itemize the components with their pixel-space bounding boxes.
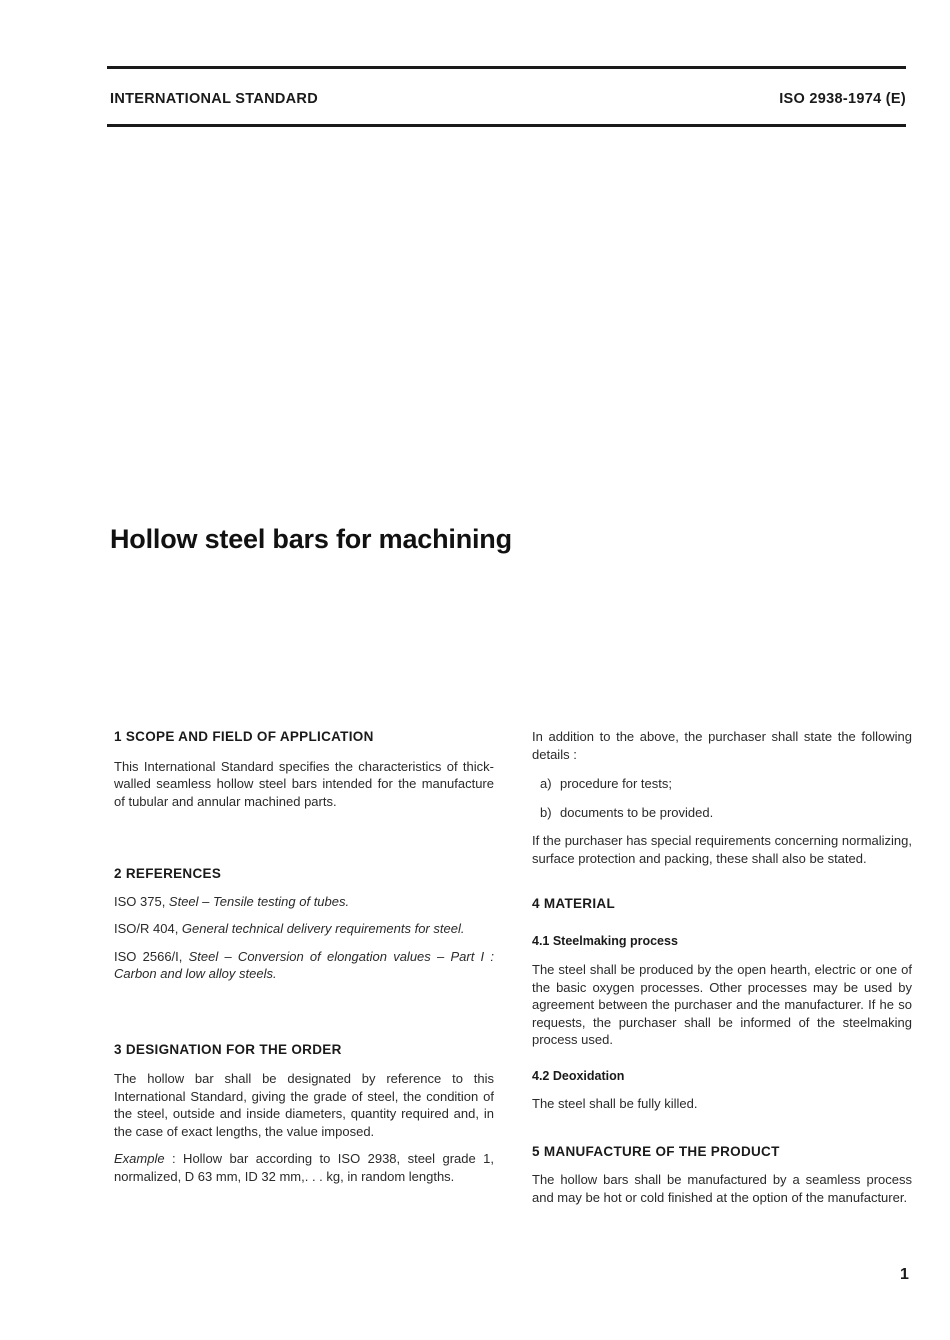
- reference-title: Steel – Conversion of elongation values – Part I : Carbon and low alloy steels.: [114, 948, 494, 981]
- section-1-heading: 1 SCOPE AND FIELD OF APPLICATION: [114, 729, 374, 744]
- order-details-intro: In addition to the above, the purchaser shall state the following details :: [532, 729, 912, 762]
- reference-code: ISO/R 404,: [114, 921, 182, 936]
- header-bottom-rule: [107, 124, 906, 127]
- document-type-label: INTERNATIONAL STANDARD: [110, 91, 318, 107]
- section-3-example: [114, 1150, 494, 1185]
- reference-title: General technical delivery requirements for steel.: [181, 921, 465, 936]
- list-item: [532, 775, 912, 793]
- reference-item: [114, 920, 494, 938]
- section-2-heading: 2 REFERENCES: [114, 866, 222, 881]
- special-requirements-paragraph: If the purchaser has special requirements concerning normalizing, surface protection and packing, these shall also be stated.: [532, 833, 912, 866]
- list-item-label: b): [540, 804, 552, 820]
- list-item: [532, 804, 912, 822]
- section-1-body: This International Standard specifies the characteristics of thick-walled seamless hollow steel bars intended for the manufacture of tubular and annular machined parts.: [114, 758, 494, 809]
- section-4-1-body: The steel shall be produced by the open hearth, electric or one of the basic oxygen processes. Other processes may be used by agreement between the purchaser and the manufacturer. If he so requests, the purchaser shall be informed of the steelmaking process used.: [532, 962, 912, 1047]
- list-item-text: documents to be provided.: [560, 804, 714, 820]
- right-column: [532, 728, 912, 1206]
- document-title: Hollow steel bars for machining: [110, 524, 512, 554]
- section-4-2-body: The steel shall be fully killed.: [532, 1096, 698, 1111]
- section-5-heading: 5 MANUFACTURE OF THE PRODUCT: [532, 1143, 780, 1159]
- reference-code: ISO 375,: [114, 893, 169, 909]
- reference-code: ISO 2566/I,: [114, 948, 189, 964]
- standard-number: ISO 2938-1974 (E): [779, 91, 906, 107]
- section-4-1-heading: 4.1 Steelmaking process: [532, 933, 678, 948]
- list-item-text: procedure for tests;: [560, 776, 672, 791]
- section-5-body: The hollow bars shall be manufactured by a seamless process and may be hot or cold finished at the option of the manufacturer.: [532, 1172, 912, 1205]
- page-number: 1: [900, 1266, 909, 1283]
- list-item-label: a): [540, 776, 552, 791]
- example-label: Example: [114, 1151, 165, 1166]
- example-text: : Hollow bar according to ISO 2938, steel grade 1, normalized, D 63 mm, ID 32 mm,. . . kg, in random lengths.: [114, 1151, 494, 1184]
- section-3-body: The hollow bar shall be designated by reference to this International Standard, giving the grade of steel, the condition of the steel, outside and inside diameters, quantity required and, in the case of exact lengths, the value imposed.: [114, 1071, 494, 1139]
- left-column: [114, 728, 494, 1185]
- section-3-heading: 3 DESIGNATION FOR THE ORDER: [114, 1041, 342, 1057]
- section-4-2-heading: 4.2 Deoxidation: [532, 1068, 625, 1083]
- header-top-rule: [107, 66, 906, 69]
- reference-item: [114, 948, 494, 983]
- reference-title: Steel – Tensile testing of tubes.: [168, 893, 350, 909]
- reference-item: [114, 893, 494, 911]
- section-4-heading: 4 MATERIAL: [532, 896, 615, 911]
